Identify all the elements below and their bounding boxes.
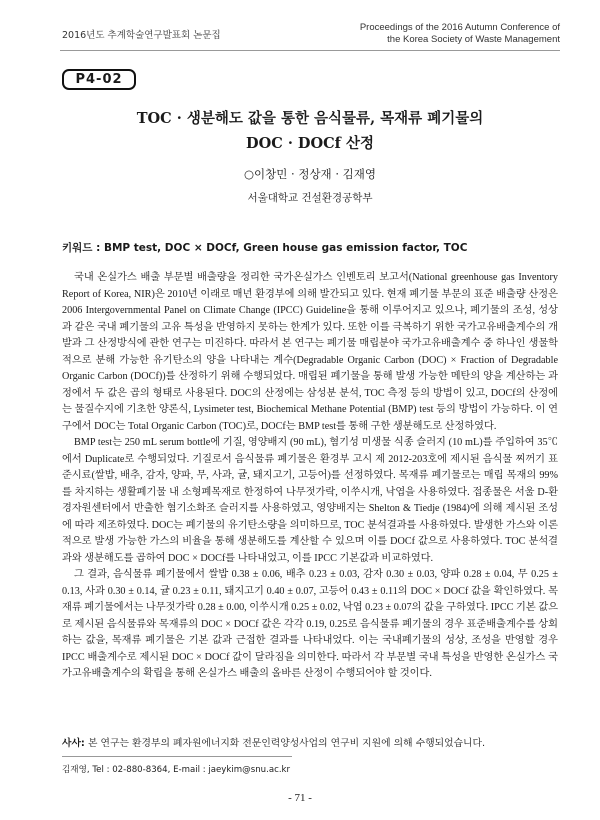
paper-code-badge: P4-02 (62, 69, 136, 90)
header-left: 2016년도 추계학술연구발표회 논문집 (62, 30, 221, 41)
paragraph-3: 그 결과, 음식물류 폐기물에서 쌀밥 0.38 ± 0.06, 배추 0.23 ± 0.03, 감자 0.30 ± 0.03, 양파 0.28 ± 0.04, 무 0.25 ± 0.13, 사과 0.30 ± 0.14, 귤 0.23 ± 0.11, 돼지고기 0.40 ± 0.07, 고등어 0.43 ± 0.11의 DOC × DOCf 값을 확인하였다. 목재류 폐기물에서는 나무젓가락 0.28 ± 0.00, 이쑤시개 0.25 ± 0.02, 낙엽 0.23 ± 0.07의 값을 구하였다. IPCC 기본 값으로 제시된 음식물류와 목재류의 DOC × DOCf 값은 각각 0.19, 0.25로 음식물류 폐기물의 경우 표준배출계수를 상회하는 값을, 목재류 폐기물은 기본 값과 근접한 결과를 나타내었다. 이는 국내폐기물의 성상, 조성을 반영할 경우 IPCC 배출계수로 제시된 DOC × DOCf 값이 달라짐을 의미한다. 따라서 각 부문별 국내 특성을 반영한 온실가스 국가고유배출계수의 확립을 통해 온실가스 배출의 올바른 산정이 수행되어야 할 것이다. (62, 569, 558, 679)
abstract-body (62, 270, 558, 683)
page-number: - 71 - (288, 792, 312, 804)
acknowledgement-text: 본 연구는 환경부의 폐자원에너지화 전문인력양성사업의 연구비 지원에 의해 수행되었습니다. (84, 738, 486, 749)
header-right-line1: Proceedings of the 2016 Autumn Conference of (359, 22, 560, 33)
affiliation: 서울대학교 건설환경공학부 (247, 192, 373, 204)
title-line1: TOC · 생분해도 값을 통한 음식물류, 목재류 폐기물의 (136, 110, 484, 127)
authors: ○이창민 · 정상재 · 김재영 (244, 167, 376, 181)
header-right (360, 22, 560, 46)
footnote: 김재영, Tel : 02-880-8364, E-mail : jaeykim@snu.ac.kr (62, 765, 291, 775)
paper-title (60, 106, 560, 156)
acknowledgement-label: 사사: (62, 738, 85, 749)
keywords-label: 키워드 : (62, 242, 104, 254)
paragraph-1: 국내 온실가스 배출 부문별 배출량을 정리한 국가온실가스 인벤토리 보고서(National greenhouse gas Inventory Report of Korea, NIR)은 2010년 이래로 매년 환경부에 의해 발간되고 있다. 현재 폐기물 부문의 표준 배출량 산정은 2006 Intergovernmental Panel on Climate Change (IPCC) Guideline을 통해 이루어지고 있으나, 폐기물의 조성, 성상과 같은 국내 폐기물의 고유 특성을 반영하지 못하는 한계가 있다. 또한 이를 극복하기 위한 국가고유배출계수의 개발과 그 산정방식에 관한 연구는 미진하다. 따라서 본 연구는 폐기물 매립분야 국가고유배출계수 중 하나인 생물학적으로 분해 가능한 유기탄소의 양을 나타내는 계수(Degradable Organic Carbon (DOC) × Fraction of Degradable Organic Carbon (DOCf))를 산정하기 위해 수행되었다. 매립된 폐기물을 통해 발생 가능한 메탄의 양을 계산하는 과정에서 두 값은 곱의 형태로 사용된다. DOC의 산정에는 삼성분 분석, TOC 측정 등의 방법이 있고, DOCf의 산정에는 물질수지에 기초한 양론식, Lysimeter test, Biochemical Methane Potential (BMP) test 등의 방법이 가능하다. 이 연구에서 DOC는 Total Organic Carbon (TOC)로, DOCf는 BMP test를 통해 구한 생분해도로 산정하였다. (62, 272, 558, 432)
paragraph-2: BMP test는 250 mL serum bottle에 기질, 영양배지 (90 mL), 혐기성 미생물 식종 슬러지 (10 mL)를 주입하여 35℃에서 Duplicate로 수행되었다. 기질로서 음식물류 폐기물은 환경부 고시 제 2012-203호에 제시된 음식물 찌꺼기 표준시료(쌀밥, 배추, 감자, 양파, 무, 사과, 귤, 돼지고기, 고등어)를 선정하였다. 목재류 폐기물로는 매립 목재의 99%를 차지하는 생활폐기물 내 소형폐목재로 한정하여 나무젓가락, 이쑤시개, 낙엽을 사용하였다. 접종물은 서울 D-환경자원센터에서 반출한 혐기소화조 슬러지를 사용하였고, 영양배지는 Shelton & Tiedje (1984)에 의해 제시된 조성에 따라 제조하였다. DOC는 폐기물의 유기탄소량을 의미하므로, TOC 분석결과를 사용하였다. 발생한 가스와 이론적으로 발생 가능한 가스의 비율을 통해 생분해도를 계산할 수 있으며 이를 DOCf 값으로 사용하였다. TOC 분석결과와 생분해도를 곱하여 DOC × DOCf를 나타내었고, 이를 IPCC 기본값과 비교하였다. (62, 437, 558, 564)
footnote-divider (62, 756, 292, 757)
keywords-text: BMP test, DOC × DOCf, Green house gas emission factor, TOC (103, 242, 468, 254)
header-divider (60, 50, 560, 51)
acknowledgement (62, 735, 558, 749)
header-right-line2: the Korea Society of Waste Management (387, 34, 560, 45)
keywords (62, 240, 560, 255)
title-line2: DOC · DOCf 산정 (246, 135, 374, 152)
